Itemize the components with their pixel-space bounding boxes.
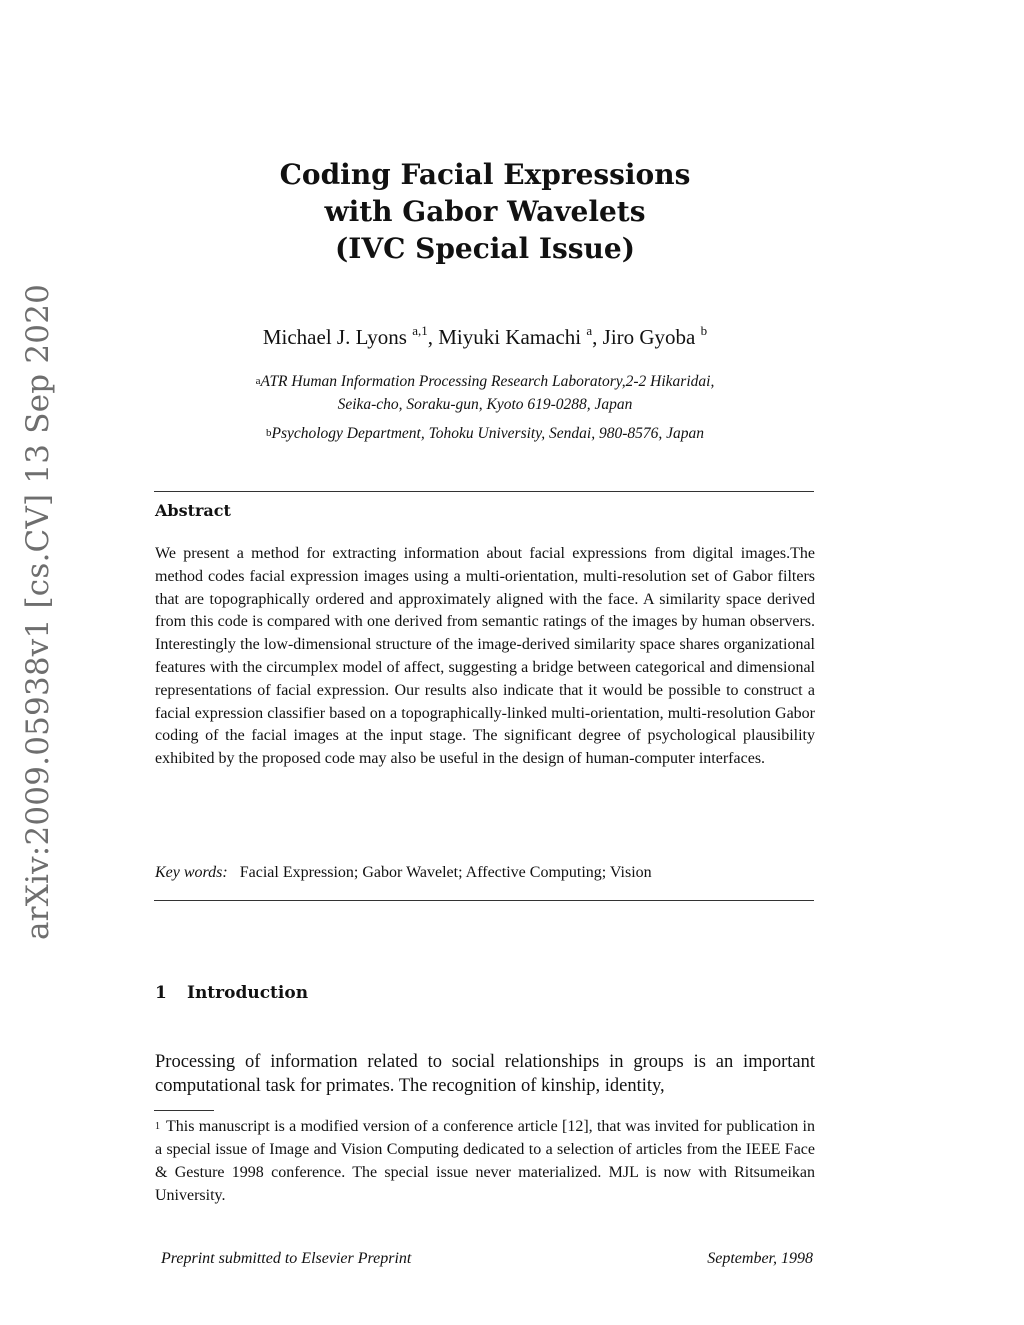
title-line-2: with Gabor Wavelets [324, 195, 646, 228]
keywords-text: Facial Expression; Gabor Wavelet; Affective Computing; Vision [239, 864, 652, 881]
title-line-3: (IVC Special Issue) [335, 232, 635, 265]
introduction-body: Processing of information related to social relationships in groups is an important computational task for primates. The recognition of kinship, identity, [155, 1052, 815, 1096]
footer-preprint-note: Preprint submitted to Elsevier Preprint [161, 1250, 412, 1267]
author-separator: , [427, 325, 439, 349]
affiliation-line: ATR Human Information Processing Research Laboratory,2-2 Hikaridai, [260, 373, 715, 390]
abstract-top-rule [154, 491, 814, 492]
affiliation-mark: a [255, 375, 261, 387]
affiliation-line: Seika-cho, Soraku-gun, Kyoto 619-0288, Japan [337, 396, 633, 413]
affiliation-line: Psychology Department, Tohoku University, Sendai, 980-8576, Japan [271, 425, 704, 442]
footnote [155, 1115, 815, 1207]
author-affiliation-mark: b [700, 323, 708, 338]
paper-title [155, 156, 815, 267]
author-name: Miyuki Kamachi [438, 325, 582, 349]
arxiv-identifier-stamp: arXiv:2009.05938v1 [cs.CV] 13 Sep 2020 [20, 283, 56, 940]
author-name: Jiro Gyoba [602, 325, 696, 349]
affiliation-b [155, 422, 815, 445]
footer-date: September, 1998 [707, 1250, 813, 1267]
footnote-mark: 1 [155, 1121, 160, 1132]
footnote-rule [154, 1110, 214, 1111]
footnote-text: This manuscript is a modified version of a conference article [12], that was invited for publication in a special issue of Image and Vision Computing dedicated to a selection of articles from the IEEE Face & Gesture 1998 conference. The special issue never materialized. MJL is now with Ritsumeikan University. [155, 1118, 815, 1204]
affiliation-mark: b [265, 427, 272, 439]
author-affiliation-mark: a [586, 323, 593, 338]
author-name: Michael J. Lyons [262, 325, 407, 349]
section-heading-introduction [155, 983, 308, 1003]
author-separator: , [592, 325, 603, 349]
section-title: Introduction [187, 983, 309, 1003]
section-number: 1 [155, 983, 167, 1003]
keywords [155, 864, 815, 882]
affiliation-a [155, 370, 815, 416]
author-list [155, 325, 815, 350]
abstract-body: We present a method for extracting information about facial expressions from digital images.The method codes facial expression images using a multi-orientation, multi-resolution set of Gabor filters that are topographically ordered and approximately aligned with the face. A similarity space derived from this code is compared with one derived from semantic ratings of the images by human observers. Interestingly the low-dimensional structure of the image-derived similarity space shares organizational features with the circumplex model of affect, suggesting a bridge between categorical and dimensional representations of facial expression. Our results also indicate that it would be possible to construct a facial expression classifier based on a topographically-linked multi-orientation, multi-resolution Gabor coding of the facial images at the input stage. The significant degree of psychological plausibility exhibited by the proposed code may also be useful in the design of human-computer interfaces. [155, 545, 815, 768]
title-line-1: Coding Facial Expressions [279, 158, 691, 191]
author-affiliation-mark: a,1 [412, 323, 428, 338]
keywords-label: Key words: [155, 864, 228, 881]
abstract-heading: Abstract [155, 501, 231, 520]
abstract-bottom-rule [154, 900, 814, 901]
